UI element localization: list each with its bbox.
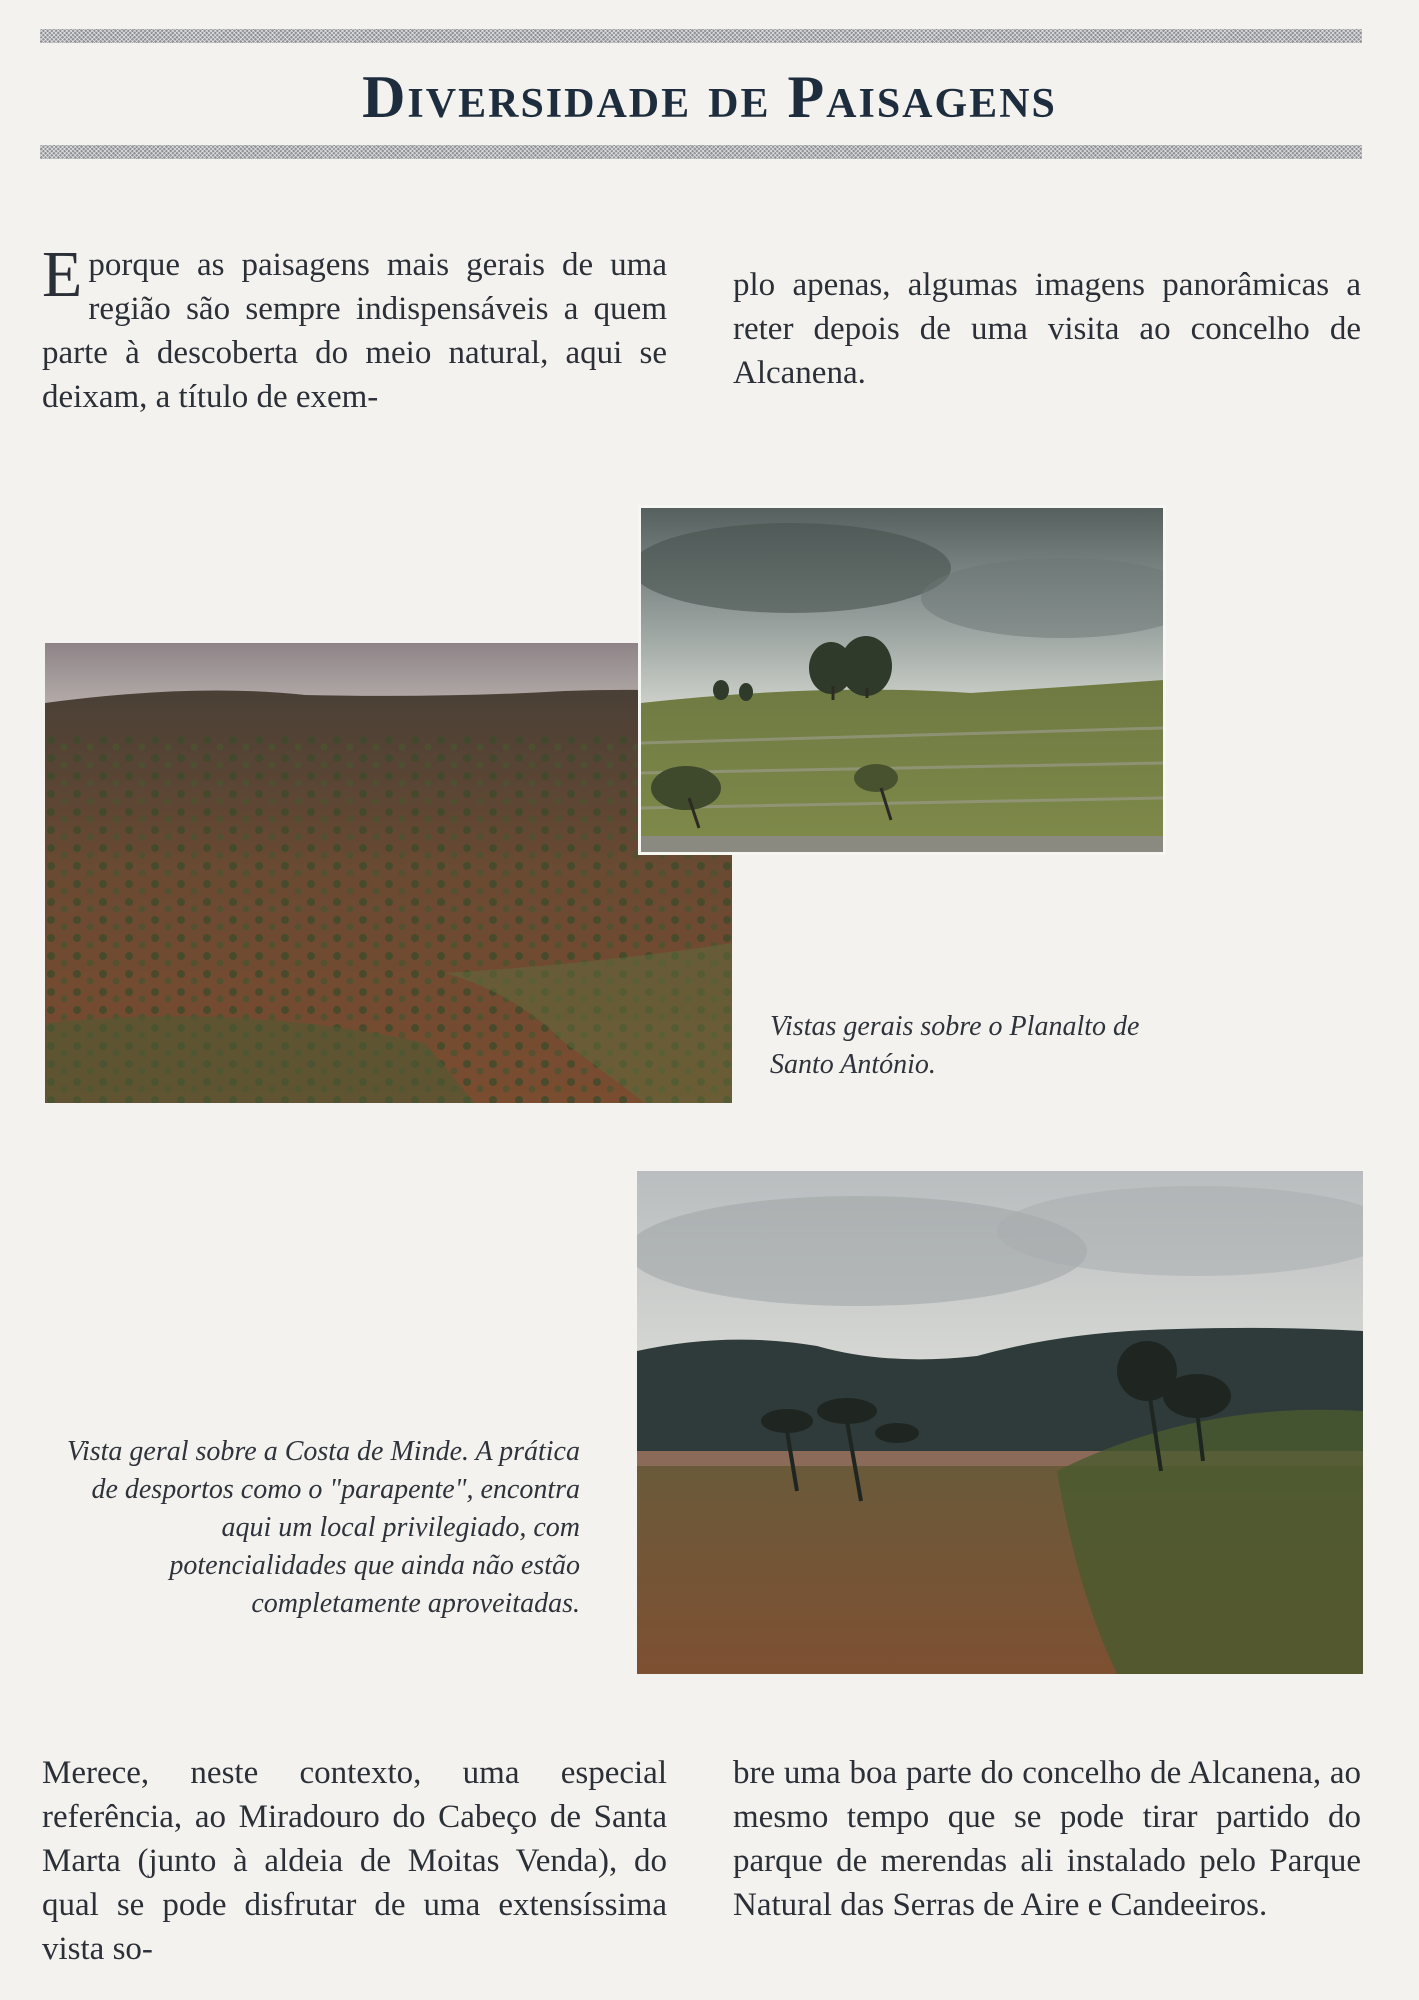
drop-cap-letter: E	[42, 238, 83, 311]
plateau-image	[641, 508, 1163, 852]
caption-planalto-santo-antonio: Vistas gerais sobre o Planalto de Santo António.	[770, 1011, 1140, 1080]
costa-de-minde-image	[637, 1171, 1363, 1674]
intro-paragraph-col1	[42, 238, 667, 419]
caption-costa-de-minde: Vista geral sobre a Costa de Minde. A prática de desportos como o "parapente", encontra aqui um local privilegiado, com potencialidades que ainda não estão completamente aproveitadas.	[66, 1436, 580, 1619]
intro-text-col1: porque as paisagens mais gerais de uma região são sempre indispensáveis a quem parte à descoberta do meio natural, aqui se deixam, a título de exem-	[42, 247, 667, 415]
photo-olive-grove-landscape	[45, 643, 732, 1103]
photo-costa-de-minde	[637, 1171, 1363, 1674]
closing-paragraph-col2	[733, 1751, 1361, 1927]
photo-plateau-trees	[638, 505, 1166, 855]
olive-grove-image	[45, 643, 732, 1103]
title-underline-rule	[40, 145, 1362, 159]
closing-text-col2: bre uma boa parte do concelho de Alcanena, ao mesmo tempo que se pode tirar partido do parque de merendas ali instalado pelo Parque Natural das Serras de Aire e Candeeiros.	[733, 1755, 1361, 1923]
top-decorative-rule	[40, 29, 1362, 43]
intro-text-col2: plo apenas, algumas imagens panorâmicas a reter depois de uma visita ao concelho de Alcanena.	[733, 267, 1361, 391]
intro-paragraph-col2	[733, 263, 1361, 395]
page-title: Diversidade de Paisagens	[362, 64, 1057, 130]
closing-text-col1: Merece, neste contexto, uma especial referência, ao Miradouro do Cabeço de Santa Marta (junto à aldeia de Moitas Venda), do qual se pode disfrutar de uma extensíssima vista so-	[42, 1755, 667, 1967]
closing-paragraph-col1	[42, 1751, 667, 1971]
